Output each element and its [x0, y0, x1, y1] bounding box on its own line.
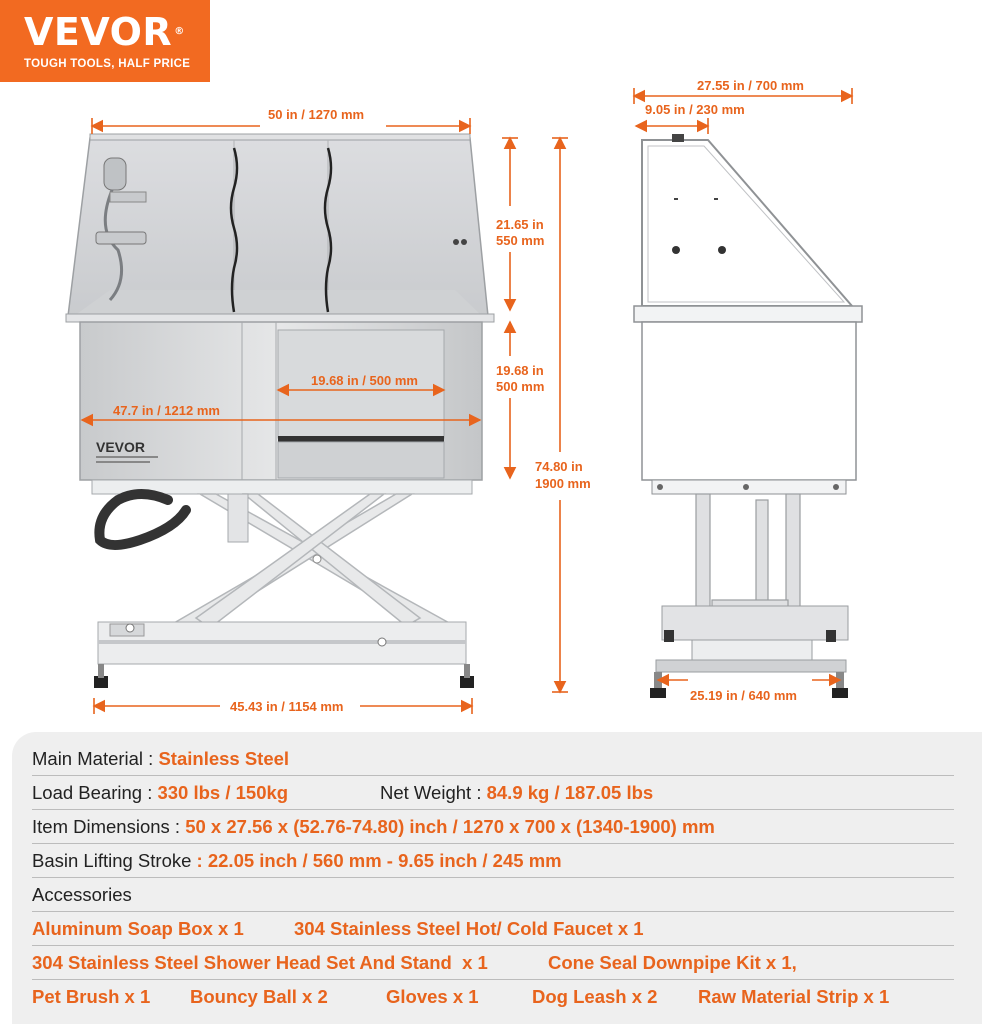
dim-inner-width: 47.7 in / 1212 mm — [113, 403, 220, 418]
accessories-row-2 — [32, 946, 954, 980]
spec-lifting-stroke: Basin Lifting Stroke : 22.05 inch / 560 mm - 9.65 inch / 245 mm — [32, 844, 954, 878]
accessory-item: 304 Stainless Steel Hot/ Cold Faucet x 1 — [294, 918, 644, 939]
accessories-row-3 — [32, 980, 954, 1014]
dim-total-height-mm: 1900 mm — [535, 476, 591, 491]
dim-front-height-in: 19.68 in — [496, 363, 544, 378]
spec-item-dimensions: Item Dimensions : 50 x 27.56 x (52.76-74.80) inch / 1270 x 700 x (1340-1900) mm — [32, 810, 954, 844]
dim-basin-height-in: 21.65 in — [496, 217, 544, 232]
spec-load-bearing: Load Bearing : 330 lbs / 150kg Net Weight : 84.9 kg / 187.05 lbs — [32, 776, 954, 810]
side-view — [634, 134, 862, 698]
dim-side-depth: 27.55 in / 700 mm — [697, 78, 804, 93]
spec-main-material: Main Material : Stainless Steel — [32, 742, 954, 776]
accessory-item: 304 Stainless Steel Shower Head Set And Stand x 1 — [32, 952, 488, 973]
dim-basin-height-mm: 550 mm — [496, 233, 545, 248]
spec-accessories-heading: Accessories — [32, 878, 954, 912]
dim-top-width: 50 in / 1270 mm — [268, 107, 365, 122]
spec-net-weight: Net Weight : 84.9 kg / 187.05 lbs — [380, 782, 654, 803]
accessory-item: Dog Leash x 2 — [532, 986, 658, 1007]
dim-front-height-mm: 500 mm — [496, 379, 545, 394]
accessory-item: Gloves x 1 — [386, 986, 479, 1007]
dim-base-width: 45.43 in / 1154 mm — [230, 699, 344, 714]
tub-brand-plate: VEVOR — [96, 439, 146, 455]
specs-panel — [12, 732, 982, 1024]
accessories-row-1 — [32, 912, 954, 946]
dim-side-top-depth: 9.05 in / 230 mm — [645, 102, 745, 117]
accessory-item: Raw Material Strip x 1 — [698, 986, 890, 1007]
accessory-item: Aluminum Soap Box x 1 — [32, 918, 244, 939]
logo-brand-text: VEVOR ® — [24, 10, 185, 54]
logo-tagline: TOUGH TOOLS, HALF PRICE — [24, 58, 191, 70]
accessory-item: Pet Brush x 1 — [32, 986, 151, 1007]
accessory-item: Bouncy Ball x 2 — [190, 986, 328, 1007]
dim-total-height-in: 74.80 in — [535, 459, 583, 474]
dim-side-base-depth: 25.19 in / 640 mm — [690, 688, 797, 703]
accessory-item: Cone Seal Downpipe Kit x 1, — [548, 952, 797, 973]
dim-door-width: 19.68 in / 500 mm — [311, 373, 418, 388]
